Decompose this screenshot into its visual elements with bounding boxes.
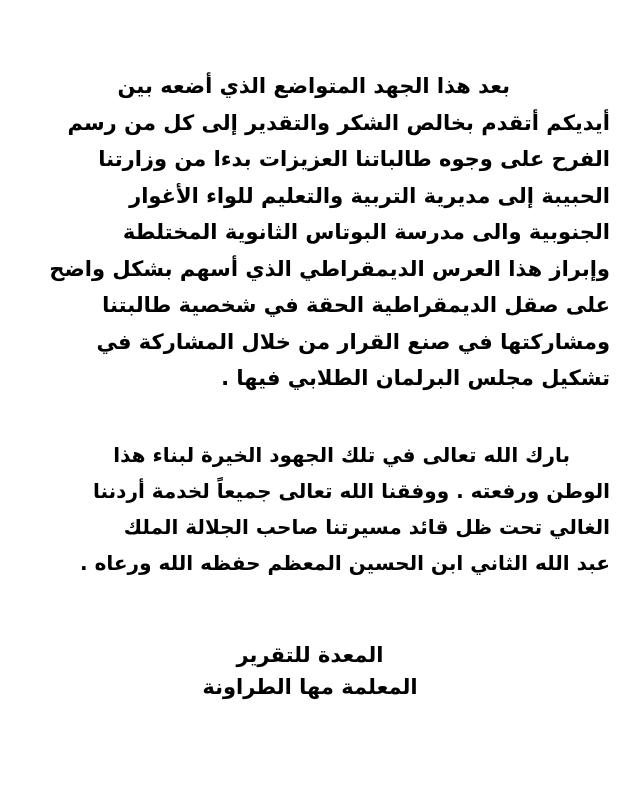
paragraph-line: الجنوبية والى مدرسة البوتاس الثانوية المختلطة xyxy=(122,220,610,244)
paragraph-line: ومشاركتها في صنع القرار من خلال المشاركة في xyxy=(96,329,610,354)
paragraph-line: الحبيبة إلى مديرية التربية والتعليم للواء الأغوار xyxy=(129,183,610,208)
paragraph-line: الفرح على وجوه طالباتنا العزيزات بدءا من وزارتنا xyxy=(98,147,610,171)
paragraph-line: على صقل الديمقراطية الحقة في شخصية طالبتنا xyxy=(102,293,610,317)
paragraph-line: وإبراز هذا العرس الديمقراطي الذي أسهم بشكل واضح xyxy=(49,256,610,281)
document-page xyxy=(40,68,610,703)
signature-role: المعدة للتقرير xyxy=(236,642,384,667)
blessing-paragraph xyxy=(40,437,610,581)
paragraph-line: عبد الله الثاني ابن الحسين المعظم حفظه الله ورعاه . xyxy=(80,550,610,575)
paragraph-line: أيديكم أتقدم بخالص الشكر والتقدير إلى كل من رسم xyxy=(67,110,610,135)
acknowledgement-paragraph xyxy=(40,68,610,397)
signature-name: المعلمة مها الطراونة xyxy=(202,674,418,699)
paragraph-line: بعد هذا الجهد المتواضع الذي أضعه بين xyxy=(117,74,510,98)
paragraph-line: الغالي تحت ظل قائد مسيرتنا صاحب الجلالة الملك xyxy=(123,514,610,539)
signature-block xyxy=(40,639,610,703)
paragraph-line: الوطن ورفعته . ووفقنا الله تعالى جميعاً لخدمة أردننا xyxy=(93,478,610,503)
paragraph-line: تشكيل مجلس البرلمان الطلابي فيها . xyxy=(221,366,610,390)
paragraph-line: بارك الله تعالى في تلك الجهود الخيرة لبناء هذا xyxy=(113,442,570,467)
